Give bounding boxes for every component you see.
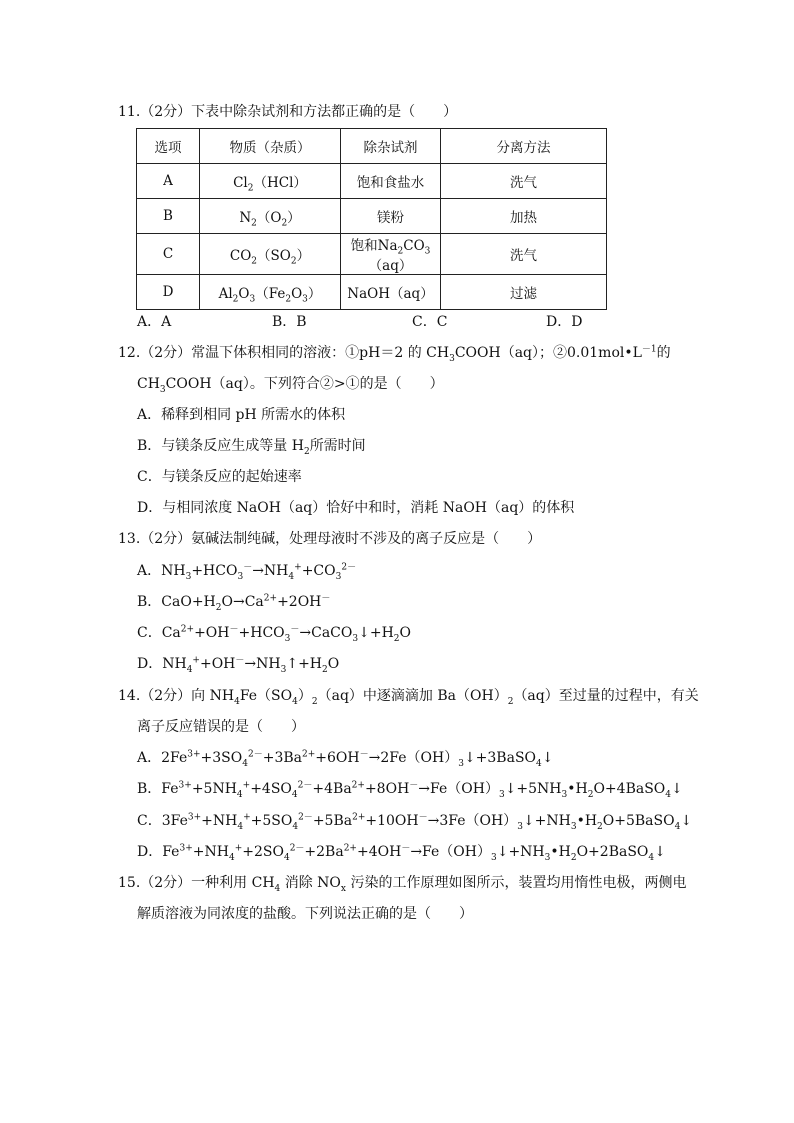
q13-option-a: A．$NH_3+HCO_3^-\to NH_4^++CO_3^{2-}$ <box>137 562 357 582</box>
header-method: 分离方法 <box>441 129 607 164</box>
row-substance: $CO_2(SO_2)$ <box>200 234 341 275</box>
q12-option-a: A．稀释到相同 pH 所需水的体积 <box>137 407 346 423</box>
table-row <box>137 234 607 275</box>
q15-stem-cont: 解质溶液为同浓度的盐酸。下列说法正确的是（ ） <box>137 906 473 922</box>
q14-stem-cont: 离子反应错误的是（ ） <box>137 719 305 735</box>
q14-option-c: C．$3Fe^{3+}+NH_4^++5SO_4^{2-}+5Ba^{2+}+10OH^-\to 3Fe(OH)_3↓+NH_3•H_2O+5BaSO_4↓$ <box>137 812 693 832</box>
header-substance: 物质（杂质） <box>200 129 341 164</box>
q11-table <box>136 128 607 310</box>
row-option: D <box>137 275 200 310</box>
row-substance: $N_2(O_2)$ <box>200 199 341 234</box>
q12-stem: 12.（2分）常温下体积相同的溶液：①pH＝2 的 $CH_3COOH(aq)$；$②0.01mol•L^{-1}$的 <box>118 344 671 364</box>
q15-stem: 15.（2分）一种利用 $CH_4$ 消除 $NO_x$ 污染的工作原理如图所示，装置均用惰性电极，两侧电 <box>118 875 687 894</box>
header-option: 选项 <box>137 129 200 164</box>
row-reagent: NaOH（aq） <box>341 275 441 310</box>
q13-option-b: B．$CaO+H_2O\to Ca^{2+}+2OH^-$ <box>137 593 331 613</box>
row-method: 洗气 <box>441 234 607 275</box>
q13-option-d: D．$NH_4^++OH^-\to NH_3↑+H_2O$ <box>137 655 340 675</box>
q11-choice-b: B．B <box>272 314 307 330</box>
table-row <box>137 164 607 199</box>
q11-choice-d: D．D <box>546 314 583 330</box>
q13-stem: 13.（2分）氨碱法制纯碱，处理母液时不涉及的离子反应是（ ） <box>118 531 542 547</box>
row-option: A <box>137 164 200 199</box>
q12-stem-cont: $CH_3COOH(aq)$。下列符合②>①的是（ ） <box>137 376 444 395</box>
row-reagent: 饱和$Na_2CO_3(aq)$ <box>341 234 441 275</box>
q13-option-c: C．$Ca^{2+}+OH^-+HCO_3^-\to CaCO_3↓+H_2O$ <box>137 624 411 644</box>
q12-option-c: C．与镁条反应的起始速率 <box>137 469 302 485</box>
row-option: C <box>137 234 200 275</box>
row-method: 洗气 <box>441 164 607 199</box>
row-method: 加热 <box>441 199 607 234</box>
row-method: 过滤 <box>441 275 607 310</box>
q12-option-b: B．与镁条反应生成等量 $H_2$所需时间 <box>137 438 366 457</box>
row-substance: $Cl_2(HCl)$ <box>200 164 341 199</box>
table-row <box>137 275 607 310</box>
q14-option-d: D．$Fe^{3+}+NH_4^++2SO_4^{2-}+2Ba^{2+}+4OH^-\to Fe(OH)_3↓+NH_3•H_2O+2BaSO_4↓$ <box>137 843 666 863</box>
q11-choice-a: A．A <box>137 314 172 330</box>
q14-stem: 14.（2分）向 $NH_4Fe(SO_4)_2(aq)$中逐滴滴加 $Ba(OH)_2(aq)$至过量的过程中，有关 <box>118 688 699 707</box>
table-row <box>137 199 607 234</box>
q14-option-b: B．$Fe^{3+}+5NH_4^++4SO_4^{2-}+4Ba^{2+}+8OH^-\to Fe(OH)_3↓+5NH_3•H_2O+4BaSO_4↓$ <box>137 780 683 800</box>
q14-option-a: A．$2Fe^{3+}+3SO_4^{2-}+3Ba^{2+}+6OH^-\to 2Fe(OH)_3↓+3BaSO_4↓$ <box>137 749 554 769</box>
row-reagent: 镁粉 <box>341 199 441 234</box>
q12-option-d: D．与相同浓度 NaOH（aq）恰好中和时，消耗 NaOH（aq）的体积 <box>137 500 575 516</box>
row-substance: $Al_2O_3(Fe_2O_3)$ <box>200 275 341 310</box>
row-option: B <box>137 199 200 234</box>
q11-stem: 11.（2分）下表中除杂试剂和方法都正确的是（ ） <box>118 104 458 120</box>
q11-choice-c: C．C <box>412 314 448 330</box>
header-reagent: 除杂试剂 <box>341 129 441 164</box>
row-reagent: 饱和食盐水 <box>341 164 441 199</box>
table-header-row <box>137 129 607 164</box>
